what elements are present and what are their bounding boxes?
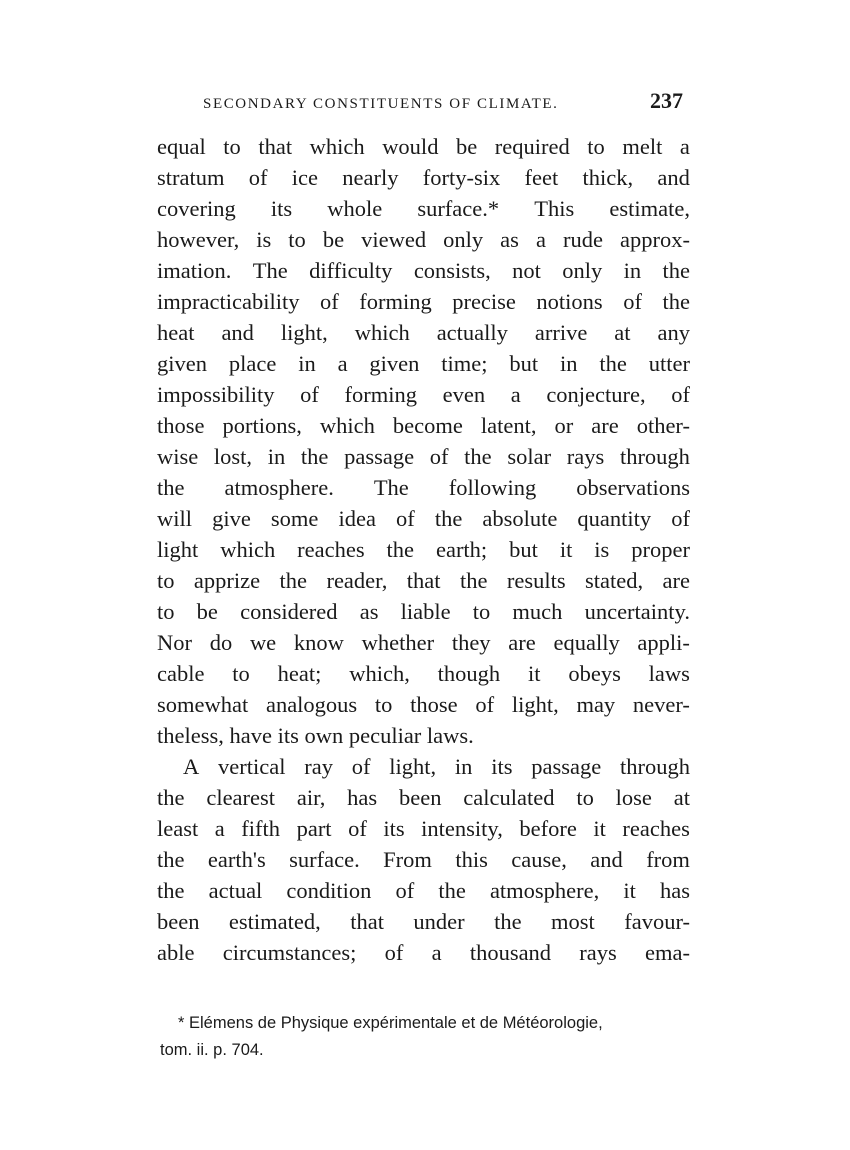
body-line: however, is to be viewed only as a rude approx- xyxy=(157,227,690,252)
page-number: 237 xyxy=(650,88,683,113)
body-line: the earth's surface. From this cause, and from xyxy=(157,847,690,872)
paragraph-start-line: A vertical ray of light, in its passage through xyxy=(183,754,690,779)
body-line: Nor do we know whether they are equally appli- xyxy=(157,630,690,655)
running-title: SECONDARY CONSTITUENTS OF CLIMATE. xyxy=(203,96,559,112)
body-line: impossibility of forming even a conjecture, of xyxy=(157,382,690,407)
body-line: to apprize the reader, that the results stated, are xyxy=(157,568,690,593)
body-line: been estimated, that under the most favour- xyxy=(157,909,690,934)
body-line: light which reaches the earth; but it is proper xyxy=(157,537,690,562)
body-line: the atmosphere. The following observations xyxy=(157,475,690,500)
body-line: heat and light, which actually arrive at any xyxy=(157,320,690,345)
body-line: somewhat analogous to those of light, may never- xyxy=(157,692,690,717)
body-line: wise lost, in the passage of the solar rays through xyxy=(157,444,690,469)
body-line: stratum of ice nearly forty-six feet thick, and xyxy=(157,165,690,190)
running-head xyxy=(203,88,683,118)
body-line: equal to that which would be required to melt a xyxy=(157,134,690,159)
body-line: will give some idea of the absolute quantity of xyxy=(157,506,690,531)
body-line: able circumstances; of a thousand rays ema- xyxy=(157,940,690,965)
body-line: to be considered as liable to much uncertainty. xyxy=(157,599,690,624)
footnote xyxy=(160,1010,690,1064)
body-line: impracticability of forming precise notions of the xyxy=(157,289,690,314)
body-line: least a fifth part of its intensity, before it reaches xyxy=(157,816,690,841)
body-line: covering its whole surface.* This estimate, xyxy=(157,196,690,221)
body-line: those portions, which become latent, or are other- xyxy=(157,413,690,438)
body-text xyxy=(157,131,690,968)
body-line: the actual condition of the atmosphere, it has xyxy=(157,878,690,903)
paragraph-end-line: theless, have its own peculiar laws. xyxy=(157,723,474,748)
body-line: given place in a given time; but in the utter xyxy=(157,351,690,376)
body-line: cable to heat; which, though it obeys laws xyxy=(157,661,690,686)
footnote-line: * Elémens de Physique expérimentale et de Météorologie, xyxy=(178,1014,603,1032)
body-line: imation. The difficulty consists, not only in the xyxy=(157,258,690,283)
body-line: the clearest air, has been calculated to lose at xyxy=(157,785,690,810)
footnote-line: tom. ii. p. 704. xyxy=(160,1041,264,1059)
